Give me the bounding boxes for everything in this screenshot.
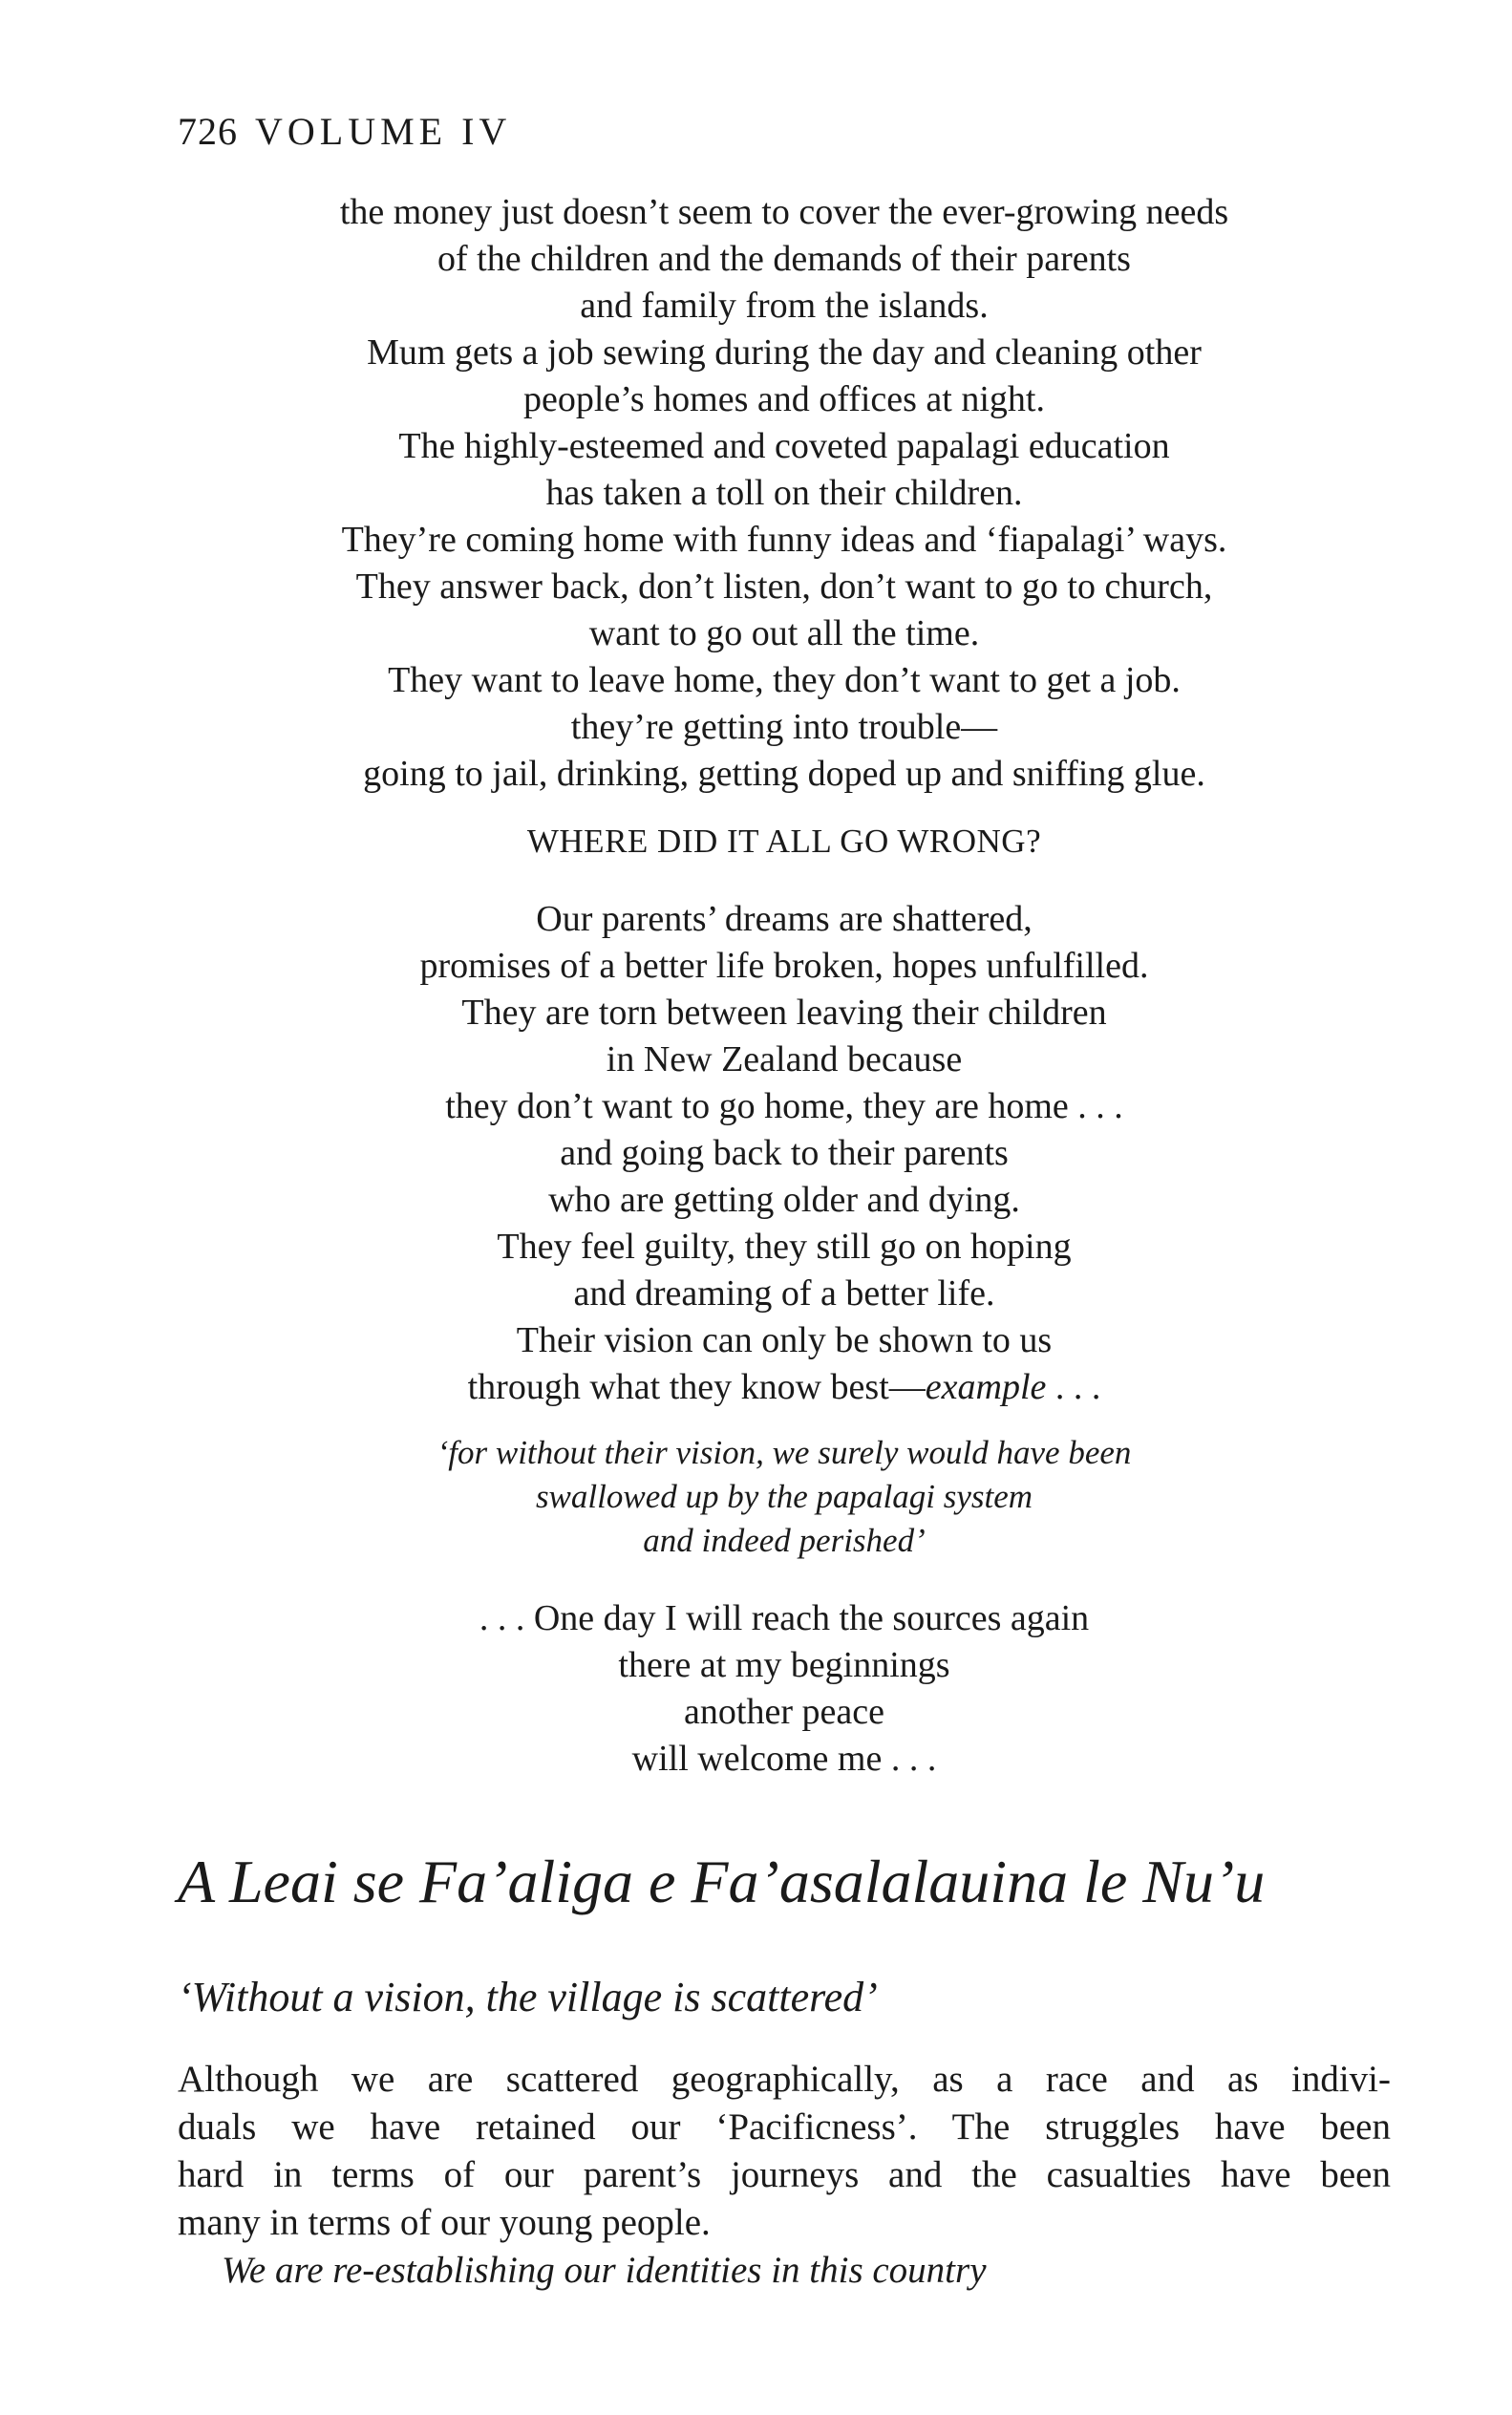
poem-line: going to jail, drinking, getting doped up and sniffing glue. — [363, 754, 1205, 794]
poem-line: They feel guilty, they still go on hoping — [497, 1227, 1072, 1267]
quote-line: and indeed perished’ — [643, 1522, 926, 1559]
body-line: many in terms of our young people. — [178, 2202, 711, 2243]
poem-line-prefix: through what they know best— — [467, 1367, 926, 1407]
section-title: A Leai se Fa’aliga e Fa’asalalauina le Nu’u — [178, 1848, 1266, 1915]
poem-line-suffix: . . . — [1046, 1367, 1101, 1407]
poem-emphasis: example — [925, 1367, 1047, 1407]
body-italic-line: We are re-establishing our identities in this country — [222, 2250, 987, 2291]
body-paragraph — [178, 2056, 1391, 2295]
poem-stanza-1 — [178, 189, 1391, 798]
poem-line: They answer back, don’t listen, don’t want to go to church, — [355, 566, 1213, 607]
poem-line: want to go out all the time. — [588, 613, 980, 653]
poem-line: they don’t want to go home, they are home . . . — [445, 1086, 1123, 1126]
poem-line: They want to leave home, they don’t want to get a job. — [388, 660, 1181, 700]
poem-line: Their vision can only be shown to us — [516, 1320, 1053, 1360]
poem-line: Mum gets a job sewing during the day and cleaning other — [367, 332, 1202, 373]
poem-line: they’re getting into trouble— — [570, 707, 998, 747]
poem-line: promises of a better life broken, hopes unfulfilled. — [419, 946, 1149, 986]
poem-line: They’re coming home with funny ideas and ‘fiapalagi’ ways. — [341, 520, 1227, 560]
poem-line: and family from the islands. — [580, 286, 989, 326]
quote-line: swallowed up by the papalagi system — [535, 1478, 1033, 1515]
poem-line: has taken a toll on their children. — [545, 473, 1023, 513]
poem-line: people’s homes and offices at night. — [523, 379, 1045, 419]
page-number: 726 — [178, 110, 238, 153]
running-head — [178, 107, 511, 157]
poem-line: who are getting older and dying. — [548, 1180, 1020, 1220]
poem-quote — [178, 1431, 1391, 1563]
quote-line: ‘for without their vision, we surely would have been — [437, 1434, 1132, 1471]
poem-line: another peace — [684, 1692, 884, 1732]
poem-line: and going back to their parents — [560, 1133, 1009, 1173]
poem-line: in New Zealand because — [606, 1039, 963, 1079]
poem-caps-line: WHERE DID IT ALL GO WRONG? — [526, 823, 1042, 860]
body-line: duals we have retained our ‘Pacificness’. The struggles have been — [178, 2106, 1391, 2148]
poem-line: and dreaming of a better life. — [573, 1273, 995, 1314]
poem-line: Our parents’ dreams are shattered, — [536, 899, 1033, 939]
poem-line: will welcome me . . . — [631, 1739, 937, 1779]
poem-stanza-2 — [178, 896, 1391, 1411]
poem-line: of the children and the demands of their parents — [437, 239, 1131, 279]
section-subtitle: ‘Without a vision, the village is scattered’ — [178, 1974, 878, 2020]
poem-line-example — [178, 1364, 1391, 1411]
poem-line: They are torn between leaving their children — [461, 993, 1107, 1033]
volume-title: VOLUME IV — [255, 110, 512, 153]
poem-line: the money just doesn’t seem to cover the ever-growing needs — [339, 192, 1229, 232]
poem-line: there at my beginnings — [618, 1645, 950, 1685]
poem-line: . . . One day I will reach the sources again — [479, 1598, 1090, 1638]
poem-line: The highly-esteemed and coveted papalagi education — [398, 426, 1170, 466]
body-line: hard in terms of our parent’s journeys and the casualties have been — [178, 2154, 1391, 2195]
poem-stanza-3 — [178, 1595, 1391, 1783]
body-line: Although we are scattered geographically, as a race and as indivi- — [178, 2059, 1391, 2100]
